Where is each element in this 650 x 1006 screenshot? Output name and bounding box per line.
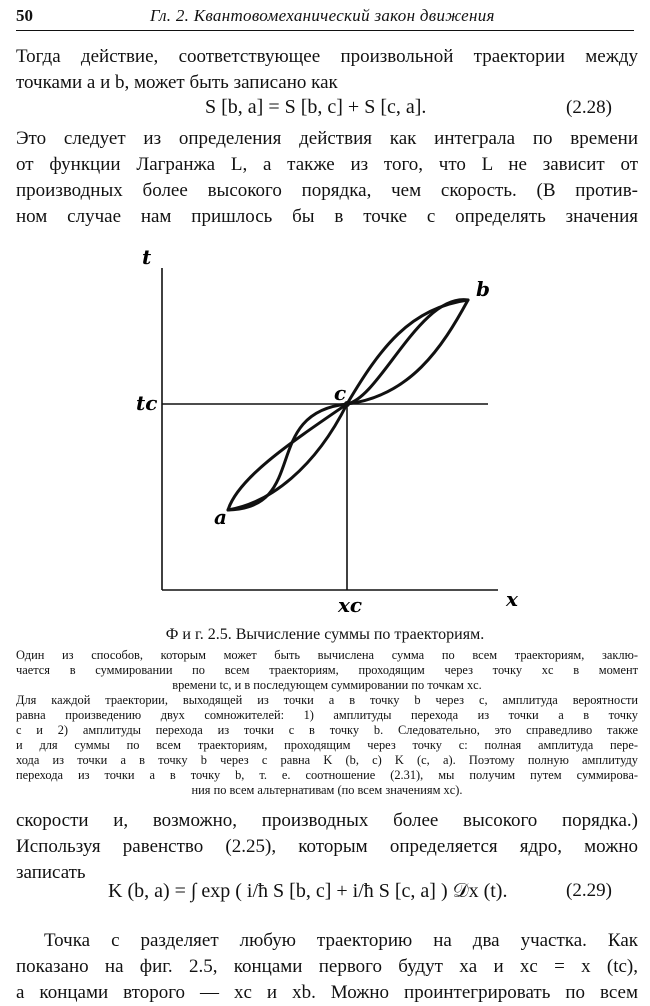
text-line: точками a и b, может быть записано как — [16, 72, 338, 93]
figure-caption-body — [16, 648, 638, 798]
page-number: 50 — [16, 6, 33, 25]
equation-number-2-29: (2.29) — [566, 880, 612, 901]
path-c-b-upper — [347, 300, 468, 404]
text-line: а концами второго — xc и xb. Можно проинтегрировать по всем — [16, 982, 638, 1003]
tick-label-xc: xc — [338, 593, 363, 617]
point-label-c: c — [334, 381, 347, 405]
text-line: Используя равенство (2.25), которым определяется ядро, можно — [16, 836, 638, 857]
caption-line: c и 2) амплитуды перехода из точки c в точку b. Следовательно, это справедливо также — [16, 723, 638, 737]
point-label-b: b — [476, 277, 490, 301]
equation-2-29: K (b, a) = ∫ exp ( i/ħ S [b, c] + i/ħ S [c, a] ) 𝒟x (t). — [108, 880, 508, 902]
figure-caption-title: Ф и г. 2.5. Вычисление суммы по траекториям. — [165, 626, 485, 643]
text-line: Точка c разделяет любую траекторию на два участка. Как — [44, 930, 638, 951]
caption-line: времени tc, и в последующем суммировании по точкам xc. — [172, 678, 482, 692]
running-header — [16, 6, 634, 31]
running-title: Гл. 2. Квантовомеханический закон движения — [150, 6, 495, 25]
caption-line: чается в суммировании по всем траекториям, проходящим через точку xc в момент — [16, 663, 638, 677]
point-label-a: a — [214, 505, 227, 529]
text-line: скорости и, возможно, производных более высокого порядка.) — [16, 810, 638, 831]
caption-line: ния по всем альтернативам (по всем значениям xc). — [191, 783, 463, 797]
caption-line: перехода из точки a в точку b, т. е. соотношение (2.31), мы получим путем суммирова- — [16, 768, 638, 782]
figure-2-5-diagram — [120, 238, 530, 618]
tick-label-tc: tc — [136, 391, 158, 415]
paragraph-point-c — [16, 928, 638, 1006]
text-line: производных более высокого порядка, чем скорость. (В против- — [16, 180, 638, 201]
text-line: Тогда действие, соответствующее произвольной траектории между — [16, 46, 638, 67]
caption-line: и для суммы по всем траекториям, проходящим через точку c: полная амплитуда пере- — [16, 738, 638, 752]
path-a-c-middle — [228, 404, 347, 510]
paragraph-intro — [16, 44, 638, 96]
text-line: Это следует из определения действия как интеграла по времени — [16, 128, 638, 149]
equation-number-2-28: (2.28) — [566, 97, 612, 118]
path-c-b-lower — [347, 300, 468, 404]
text-line: записать — [16, 862, 86, 883]
text-line: ном случае нам пришлось бы в точке c определять значения — [16, 206, 638, 227]
text-line: показано на фиг. 2.5, концами первого будут xa и xc = x (tc), — [16, 956, 638, 977]
paragraph-continuation — [16, 808, 638, 886]
caption-line: хода из точки a в точку b через c равна K (b, c) K (c, a). Поэтому полную амплитуду — [16, 753, 638, 767]
caption-line: Один из способов, которым может быть вычислена сумма по всем траекториям, заклю- — [16, 648, 638, 662]
caption-line: Для каждой траектории, выходящей из точки a в точку b через c, амплитуда вероятности — [16, 693, 638, 707]
caption-line: равна произведению двух сомножителей: 1) амплитуды перехода из точки a в точку — [16, 708, 638, 722]
axis-label-x: x — [506, 587, 518, 611]
equation-2-28: S [b, a] = S [b, c] + S [c, a]. — [205, 96, 427, 118]
axis-label-t: t — [142, 245, 152, 269]
paragraph-explanation — [16, 126, 638, 230]
text-line: от функции Лагранжа L, а также из того, что L не зависит от — [16, 154, 638, 175]
path-c-b-middle — [347, 300, 468, 404]
